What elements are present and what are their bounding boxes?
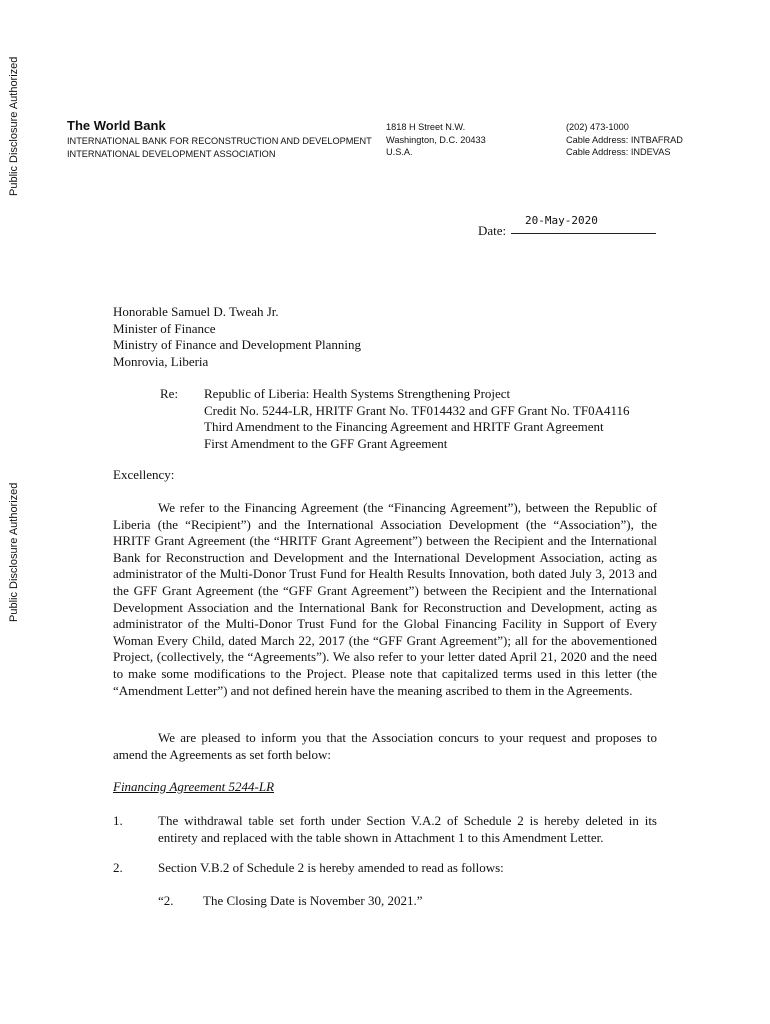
paragraph-1: We refer to the Financing Agreement (the “Financing Agreement”), between the Republic of Liberia (the “Recipient”) and the International Association Development (the “Association”), the HRITF Grant Agreement (the “HRITF Grant Agreement”) between the Recipient and the International Bank for Reconstruction and Development and the International Development Association, acting as administrator of the Multi-Donor Trust Fund for Health Results Innovation, both dated July 3, 2013 and the GFF Grant Agreement (the “GFF Grant Agreement”) between the Recipient and the International Development Association and the International Bank for Reconstruction and Development, acting as administrator of the Multi-Donor Trust Fund for the Global Financing Facility in Support of Every Woman Every Child, dated March 22, 2017 (the “GFF Grant Agreement”); all for the abovementioned Project, (collectively, the “Agreements”). We also refer to your letter dated April 21, 2020 and the need to make some modifications to the Project. Please note that capitalized terms used in this letter (the “Amendment Letter”) and not defined herein have the meaning ascribed to them in the Agreements. xyxy=(113,500,657,698)
addressee-name: Honorable Samuel D. Tweah Jr. xyxy=(113,304,279,319)
subject-label: Re: xyxy=(160,386,179,401)
cable-address-1: Cable Address: INTBAFRAD xyxy=(566,134,683,145)
letterhead-contact xyxy=(566,121,683,159)
section-heading: Financing Agreement 5244-LR xyxy=(113,779,275,794)
phone-number: (202) 473-1000 xyxy=(566,122,629,132)
quoted-amendment-number: “2. xyxy=(158,893,174,908)
date-underline xyxy=(511,233,656,234)
subject-line-2: Credit No. 5244-LR, HRITF Grant No. TF014432 and GFF Grant No. TF0A4116 xyxy=(204,402,630,418)
subject-line-1: Republic of Liberia: Health Systems Strengthening Project xyxy=(204,386,511,401)
disclosure-label-top: Public Disclosure Authorized xyxy=(8,56,20,196)
subject-line-3: Third Amendment to the Financing Agreement and HRITF Grant Agreement xyxy=(204,419,604,435)
letterhead-address xyxy=(386,121,486,159)
addressee-block xyxy=(113,304,361,370)
address-line-2: Washington, D.C. 20433 xyxy=(386,134,486,145)
letterhead-organization xyxy=(67,117,372,160)
subject-line-4: First Amendment to the GFF Grant Agreement xyxy=(204,435,448,451)
cable-address-2: Cable Address: INDEVAS xyxy=(566,147,671,158)
list-item-text: The withdrawal table set forth under Section V.A.2 of Schedule 2 is hereby deleted in its entirety and replaced with the table shown in Attachment 1 to this Amendment Letter. xyxy=(158,813,657,845)
org-line-ida: INTERNATIONAL DEVELOPMENT ASSOCIATION xyxy=(67,148,276,159)
list-item-number: 2. xyxy=(113,860,123,875)
address-line-1: 1818 H Street N.W. xyxy=(386,122,466,132)
address-line-3: U.S.A. xyxy=(386,147,413,158)
date-value: 20-May-2020 xyxy=(525,214,598,227)
quoted-amendment-text: The Closing Date is November 30, 2021.” xyxy=(203,893,423,908)
disclosure-label-middle: Public Disclosure Authorized xyxy=(8,482,20,622)
org-name: The World Bank xyxy=(67,118,166,133)
addressee-city: Monrovia, Liberia xyxy=(113,353,209,369)
addressee-title: Minister of Finance xyxy=(113,320,216,336)
list-item-number: 1. xyxy=(113,813,123,828)
salutation: Excellency: xyxy=(113,467,175,482)
list-item-text: Section V.B.2 of Schedule 2 is hereby amended to read as follows: xyxy=(158,860,504,875)
addressee-ministry: Ministry of Finance and Development Planning xyxy=(113,337,362,353)
org-line-ibrd: INTERNATIONAL BANK FOR RECONSTRUCTION AND DEVELOPMENT xyxy=(67,136,372,146)
paragraph-2: We are pleased to inform you that the Association concurs to your request and proposes to amend the Agreements as set forth below: xyxy=(113,730,657,762)
date-label: Date: xyxy=(478,223,507,238)
